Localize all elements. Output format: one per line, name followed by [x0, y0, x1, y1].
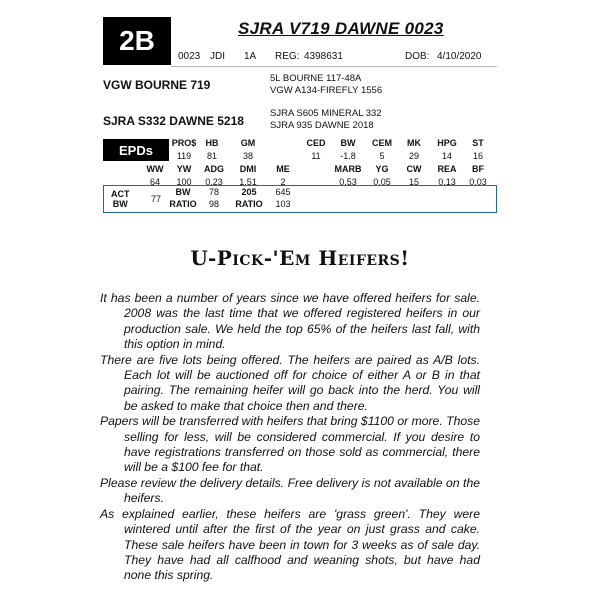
sire-name: VGW BOURNE 719	[103, 78, 211, 92]
id-code: 1A	[244, 51, 257, 62]
epd-header: DMI	[239, 164, 257, 174]
reg-label: REG:	[275, 51, 300, 62]
paragraph: It has been a number of years since we have offered heifers for sale. 2008 was the last time that we offered registered heifers in our production sale. We held the top 65% of the heifers last fall, with this option in mind.	[100, 291, 480, 352]
actual-bw-value: 77	[151, 194, 162, 204]
epd-header: WW	[146, 164, 164, 174]
epd-value: 81	[206, 151, 217, 161]
epd-header: CED	[306, 138, 326, 148]
epd-value: 0.05	[373, 177, 391, 187]
epd-value: 0.53	[339, 177, 357, 187]
epd-value: 38	[242, 151, 253, 161]
epd-value: 11	[311, 151, 321, 161]
epd-value: 64	[149, 177, 160, 187]
epd-value: 1.51	[239, 177, 257, 187]
animal-name: SJRA V719 DAWNE 0023	[238, 19, 444, 38]
epd-header: YW	[176, 164, 192, 174]
epds-label: EPDs	[103, 139, 169, 161]
epd-header: BW	[340, 138, 356, 148]
date-of-birth: 4/10/2020	[437, 51, 482, 62]
bw-ratio-header: RATIO	[169, 199, 197, 209]
epd-header: REA	[437, 164, 457, 174]
bw-header: BW	[175, 187, 191, 197]
paragraph: Papers will be transferred with heifers that bring $1100 or more. Those selling for less, will be considered commercial. If you desire to have registrations transferred on those sold as commercial, there will be a $100 fee for that.	[100, 414, 480, 475]
epd-header: CEM	[372, 138, 392, 148]
epd-header: YG	[375, 164, 389, 174]
sire-dam: VGW A134-FIREFLY 1556	[270, 85, 383, 96]
epd-value: 5	[379, 151, 385, 161]
dam-sire: SJRA S605 MINERAL 332	[270, 108, 382, 119]
epd-value: 16	[472, 151, 483, 161]
body-text	[100, 291, 480, 584]
weaning-ratio-value: 103	[275, 199, 291, 209]
header-divider	[171, 66, 497, 67]
bw-ratio-value: 98	[208, 199, 219, 209]
epd-header: BF	[472, 164, 484, 174]
epd-header: MARB	[334, 164, 362, 174]
epd-header: PRO$	[171, 138, 197, 148]
weaning-205-value: 645	[275, 187, 291, 197]
act-label: ACT	[111, 189, 130, 199]
epd-value: 119	[176, 151, 192, 161]
epd-header: MK	[407, 138, 421, 148]
epd-value: 29	[408, 151, 419, 161]
epd-header: CW	[406, 164, 422, 174]
dam-name: SJRA S332 DAWNE 5218	[103, 114, 244, 128]
bw-label: BW	[112, 199, 128, 209]
epd-header: ADG	[204, 164, 224, 174]
weaning-205-header: 205	[241, 187, 257, 197]
paragraph: As explained earlier, these heifers are 'grass green'. They were wintered until after the first of the year on just grass and cake. These sale heifers have been in town for 3 weeks as of sale day. They have had all calfhood and weaning shots, but have had none this spring.	[100, 506, 480, 583]
epd-value: 100	[176, 177, 192, 187]
epd-value: 2	[280, 177, 286, 187]
paragraph: Please review the delivery details. Free delivery is not available on the heifers.	[100, 475, 480, 506]
epd-header: HPG	[437, 138, 457, 148]
epd-header: GM	[240, 138, 256, 148]
registration-number: 4398631	[304, 51, 343, 62]
epd-header: ME	[276, 164, 290, 174]
brand: JDI	[210, 51, 225, 62]
epd-value: 15	[408, 177, 419, 187]
epd-header: HB	[205, 138, 219, 148]
tattoo: 0023	[178, 51, 201, 62]
epd-header: ST	[472, 138, 484, 148]
lot-number-badge: 2B	[103, 17, 171, 65]
actual-bw-label	[111, 189, 130, 209]
epd-value: 14	[441, 151, 452, 161]
epd-value: -1.8	[340, 151, 356, 161]
section-heading: U-Pick-'Em Heifers!	[190, 246, 410, 270]
epd-value: 0.13	[438, 177, 456, 187]
epd-value: 0.03	[469, 177, 487, 187]
dam-dam: SJRA 935 DAWNE 2018	[270, 120, 374, 131]
paragraph: There are five lots being offered. The heifers are paired as A/B lots. Each lot will be auctioned off for choice of either A or B in that pairing. The remaining heifer will go back into the herd. You will be asked to make that choice then and there.	[100, 352, 480, 413]
epd-value: 0.23	[205, 177, 223, 187]
sire-sire: 5L BOURNE 117-48A	[270, 73, 362, 84]
weaning-ratio-header: RATIO	[235, 199, 263, 209]
bw-value: 78	[208, 187, 219, 197]
sire-pedigree	[270, 73, 382, 97]
dob-label: DOB:	[405, 51, 430, 62]
dam-pedigree	[270, 108, 382, 132]
